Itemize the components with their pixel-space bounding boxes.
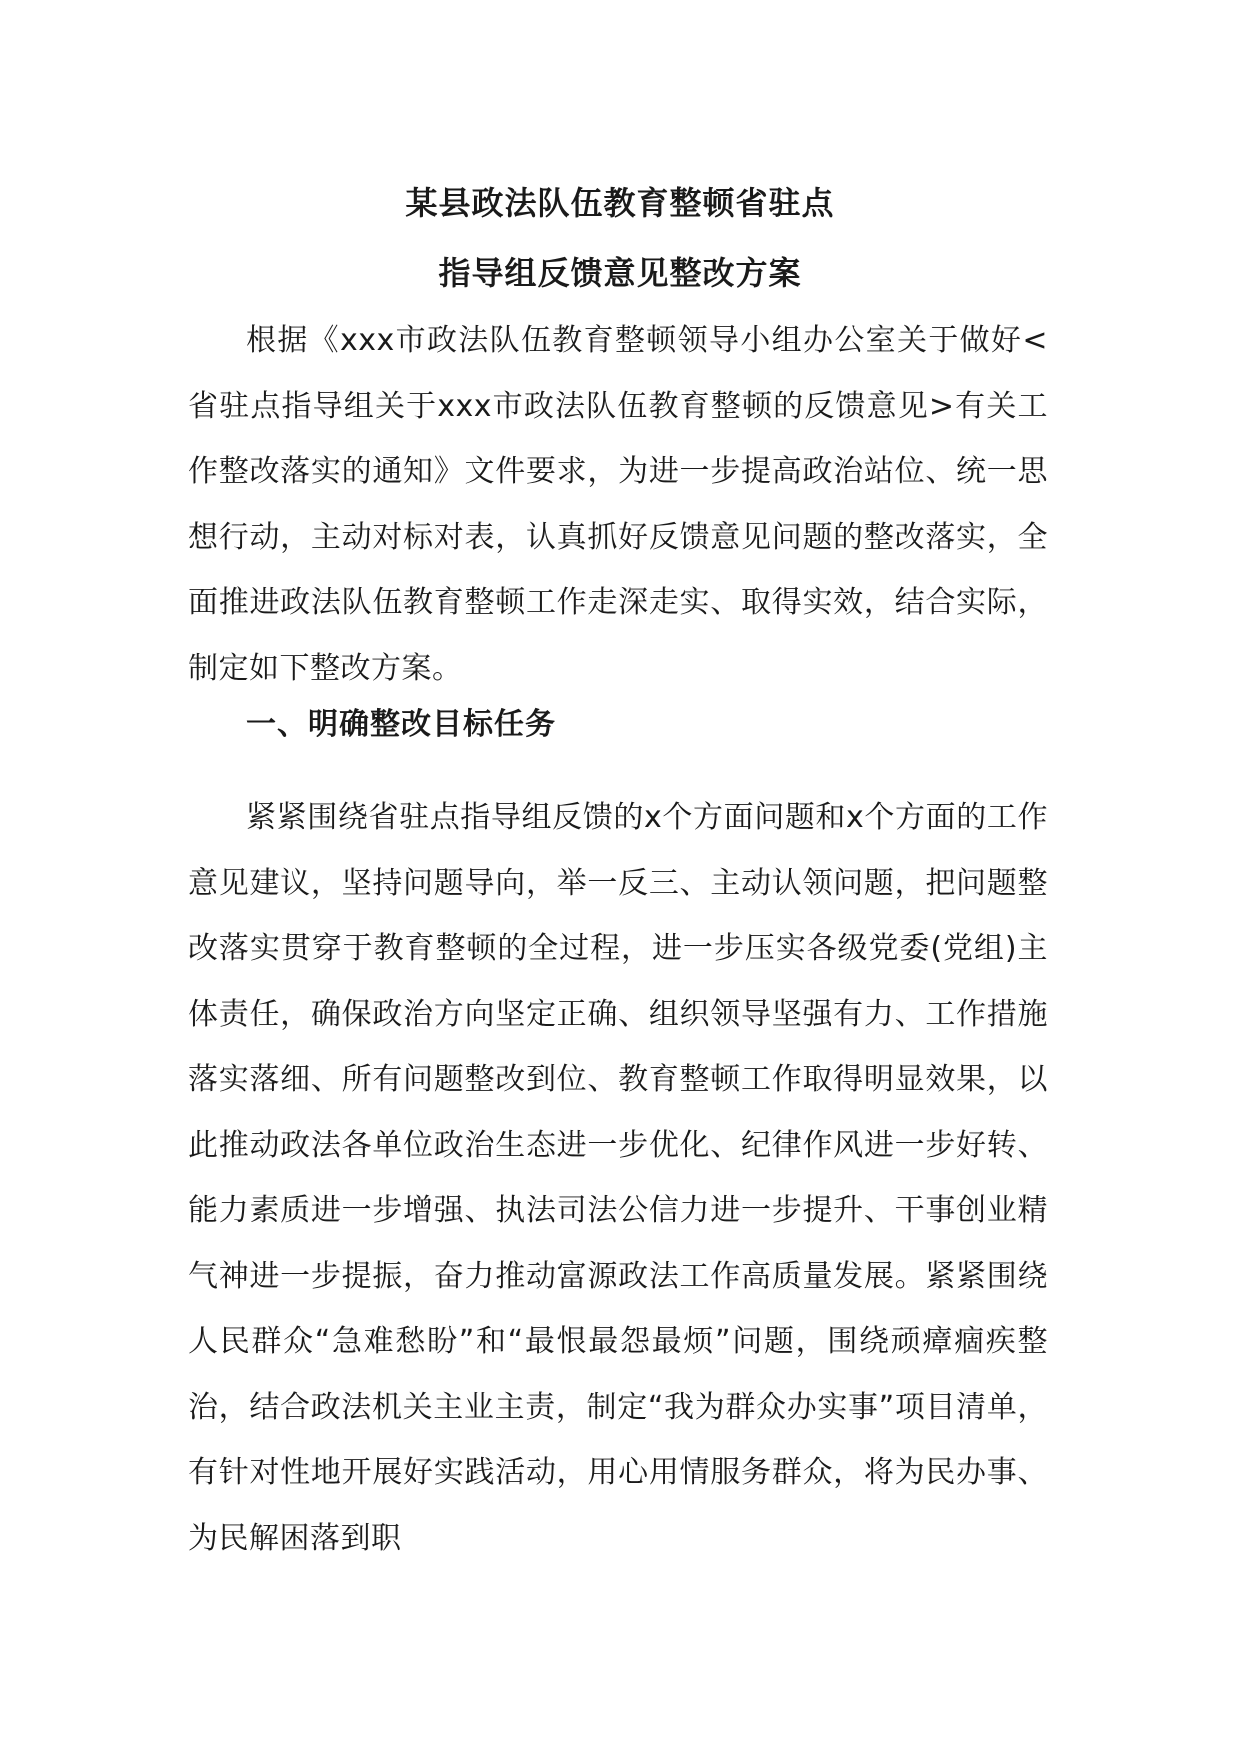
body-paragraph-section-1: 紧紧围绕省驻点指导组反馈的x个方面问题和x个方面的工作意见建议，坚持问题导向，举一反三、主动认领问题，把问题整改落实贯穿于教育整顿的全过程，进一步压实各级党委(党组)主体责任，确保政治方向坚定正确、组织领导坚强有力、工作措施落实落细、所有问题整改到位、教育整顿工作取得明显效果，以此推动政法各单位政治生态进一步优化、纪律作风进一步好转、能力素质进一步增强、执法司法公信力进一步提升、干事创业精气神进一步提振，奋力推动富源政法工作高质量发展。紧紧围绕人民群众“急难愁盼”和“最恨最怨最烦”问题，围绕顽瘴痼疾整治，结合政法机关主业主责，制定“我为群众办实事”项目清单，有针对性地开展好实践活动，用心用情服务群众，将为民办事、为民解困落到职 [188,800,1048,1556]
body-paragraph-intro: 根据《xxx市政法队伍教育整顿领导小组办公室关于做好<省驻点指导组关于xxx市政法队伍教育整顿的反馈意见>有关工作整改落实的通知》文件要求，为进一步提高政治站位、统一思想行动，主动对标对表，认真抓好反馈意见问题的整改落实，全面推进政法队伍教育整顿工作走深走实、取得实效，结合实际，制定如下整改方案。 [188,323,1048,686]
section-heading-1: 一、明确整改目标任务 [246,707,556,742]
document-title-line-1: 某县政法队伍教育整顿省驻点 [405,184,835,222]
document-title-line-2: 指导组反馈意见整改方案 [438,254,802,292]
